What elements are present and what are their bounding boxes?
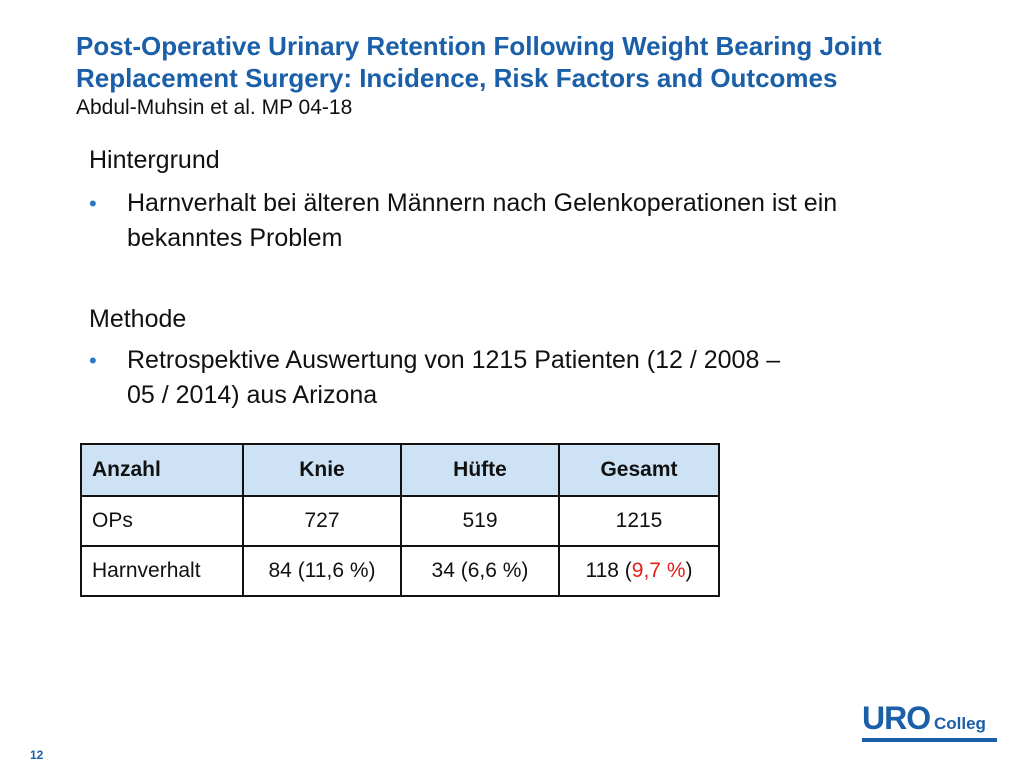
total-prefix: 118 ( [585,559,632,582]
bullet-text-line-2: bekanntes Problem [127,224,343,252]
table-cell: 84 (11,6 %) [243,546,401,596]
citation: Abdul-Muhsin et al. MP 04-18 [76,96,353,119]
bullet-background [89,186,969,256]
logo-main-text: URO [862,700,931,736]
bullet-text [127,186,969,256]
bullet-icon: • [89,191,97,216]
table-header-cell: Gesamt [559,444,719,496]
bullet-text-line-1: Retrospektive Auswertung von 1215 Patienten (12 / 2008 – [127,346,781,374]
bullet-text-line-1: Harnverhalt bei älteren Männern nach Gelenkoperationen ist ein [127,189,838,217]
table-cell: 519 [401,496,559,546]
logo-sub-text: Colleg [934,714,986,733]
table-cell: 34 (6,6 %) [401,546,559,596]
table-row [81,546,719,596]
bullet-text-line-2: 05 / 2014) aus Arizona [127,381,378,409]
total-suffix: ) [685,559,693,582]
uro-colleg-logo [862,700,997,744]
table-cell: 727 [243,496,401,546]
table-header-cell: Anzahl [81,444,243,496]
section-heading-method: Methode [89,305,187,333]
table-cell: 1215 [559,496,719,546]
bullet-method [89,343,969,413]
table-header-cell: Hüfte [401,444,559,496]
table-cell-total [559,546,719,596]
bullet-text [127,343,969,413]
table-row [81,496,719,546]
section-heading-background: Hintergrund [89,146,220,174]
bullet-icon: • [89,348,97,373]
table-cell: OPs [81,496,243,546]
highlighted-percentage: 9,7 % [631,559,686,582]
table-header-row [81,444,719,496]
table-header-cell: Knie [243,444,401,496]
slide-title [76,30,996,94]
page-number: 12 [30,748,44,762]
slide-title-line-2: Replacement Surgery: Incidence, Risk Factors and Outcomes [76,63,838,93]
logo-underline [862,738,997,742]
table-cell: Harnverhalt [81,546,243,596]
results-table [80,443,720,597]
slide-title-line-1: Post-Operative Urinary Retention Following Weight Bearing Joint [76,31,882,61]
